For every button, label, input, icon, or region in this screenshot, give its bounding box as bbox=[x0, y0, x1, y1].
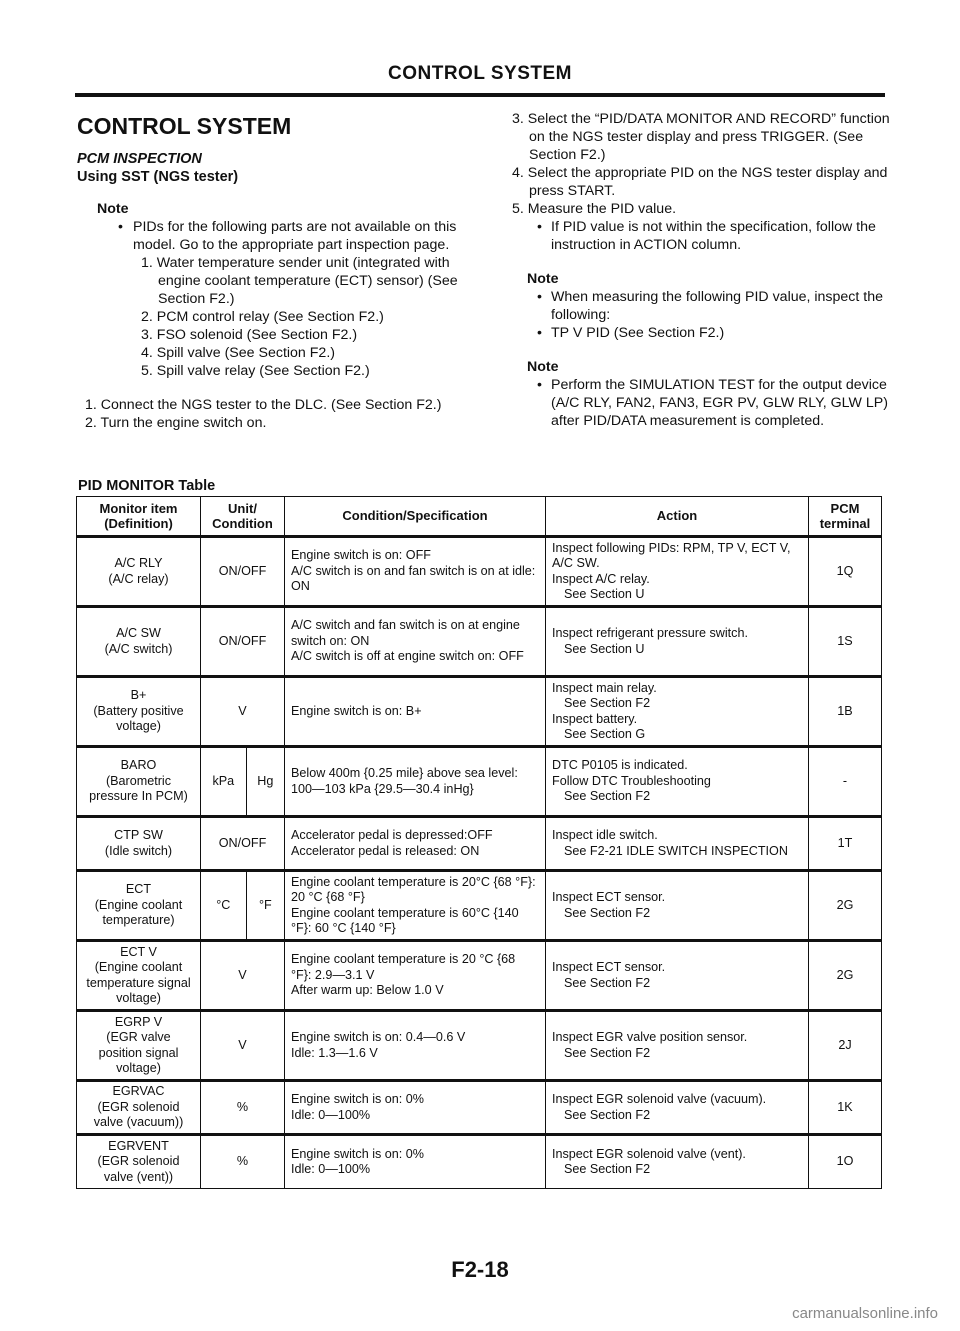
action-cell bbox=[546, 1011, 809, 1081]
specification-cell: Below 400m {0.25 mile} above sea level: 100—103 kPa {29.5—30.4 inHg} bbox=[285, 747, 546, 817]
action-line: See Section U bbox=[564, 587, 645, 601]
specification-cell: Engine switch is on: 0% Idle: 0—100% bbox=[285, 1081, 546, 1135]
monitor-item-cell: EGRVENT (EGR solenoid valve (vent)) bbox=[77, 1135, 201, 1189]
action-line: Inspect battery. bbox=[552, 711, 638, 726]
pcm-terminal-cell: 2G bbox=[809, 871, 882, 941]
action-line: See Section U bbox=[564, 641, 645, 656]
pcm-terminal-cell: - bbox=[809, 747, 882, 817]
pcm-terminal-cell: 1B bbox=[809, 677, 882, 747]
action-line: See Section G bbox=[564, 727, 646, 741]
action-cell bbox=[546, 677, 809, 747]
pcm-terminal-cell: 1K bbox=[809, 1081, 882, 1135]
action-cell bbox=[546, 817, 809, 871]
action-line: See Section F2 bbox=[564, 789, 651, 804]
action-line: See Section F2 bbox=[564, 975, 651, 990]
pcm-terminal-cell: 1Q bbox=[809, 537, 882, 607]
left-column bbox=[77, 112, 477, 432]
monitor-item-cell: A/C SW (A/C switch) bbox=[77, 607, 201, 677]
monitor-item-cell: B+ (Battery positive voltage) bbox=[77, 677, 201, 747]
note-label: Note bbox=[97, 201, 129, 217]
action-line: See Section F2 bbox=[564, 1045, 651, 1060]
unit-cell: °C bbox=[201, 871, 247, 941]
note-item: 5. Spill valve relay (See Section F2.) bbox=[141, 363, 370, 379]
action-line: Inspect refrigerant pressure switch. bbox=[552, 626, 748, 640]
procedure-step: 5. Measure the PID value. bbox=[512, 201, 677, 217]
action-cell bbox=[546, 537, 809, 607]
step-bullet: • If PID value is not within the specification, follow the instruction in ACTION column. bbox=[512, 218, 892, 254]
specification-cell: Engine switch is on: 0% Idle: 0—100% bbox=[285, 1135, 546, 1189]
table-row bbox=[77, 941, 882, 1011]
unit-cell: V bbox=[201, 1011, 285, 1081]
unit-cell: ON/OFF bbox=[201, 607, 285, 677]
note-label: Note bbox=[527, 271, 559, 287]
note-bullet: • PIDs for the following parts are not available on this model. Go to the appropriate part inspection page. bbox=[77, 218, 477, 254]
action-line: See Section F2 bbox=[564, 1162, 651, 1176]
action-line: See Section F2 bbox=[564, 905, 651, 920]
action-line: See Section F2 bbox=[564, 1107, 651, 1122]
action-line: Inspect idle switch. bbox=[552, 828, 658, 842]
pid-monitor-table bbox=[76, 496, 882, 1189]
note-bullet: • Perform the SIMULATION TEST for the output device (A/C RLY, FAN2, FAN3, EGR PV, GLW RLY, GLW LP) after PID/DATA measurement is completed. bbox=[512, 376, 892, 430]
watermark: carmanualsonline.info bbox=[792, 1305, 938, 1322]
pcm-terminal-cell: 1T bbox=[809, 817, 882, 871]
table-title: PID MONITOR Table bbox=[78, 478, 216, 494]
unit-cell: ON/OFF bbox=[201, 537, 285, 607]
page-number: F2-18 bbox=[451, 1257, 509, 1282]
unit-cell: Hg bbox=[246, 747, 284, 817]
procedure-step: 3. Select the “PID/DATA MONITOR AND RECORD” function on the NGS tester display and press TRIGGER. (See Section F2.) bbox=[512, 111, 890, 163]
header-rule bbox=[75, 93, 885, 97]
action-cell bbox=[546, 1135, 809, 1189]
action-line: Inspect main relay. bbox=[552, 680, 657, 695]
action-line: Inspect A/C relay. bbox=[552, 571, 650, 586]
note-label: Note bbox=[527, 359, 559, 375]
table-row bbox=[77, 1081, 882, 1135]
table-row bbox=[77, 1011, 882, 1081]
action-line: Inspect following PIDs: RPM, TP V, ECT V, A/C SW. bbox=[552, 540, 791, 570]
procedure-step: 2. Turn the engine switch on. bbox=[85, 415, 267, 431]
table-row bbox=[77, 677, 882, 747]
procedure-step: 1. Connect the NGS tester to the DLC. (See Section F2.) bbox=[85, 397, 442, 413]
table-row bbox=[77, 747, 882, 817]
unit-cell: kPa bbox=[201, 747, 247, 817]
column-header: PCM terminal bbox=[809, 497, 882, 537]
action-line: Inspect EGR solenoid valve (vent). bbox=[552, 1146, 746, 1161]
action-line: See Section F2 bbox=[564, 696, 651, 710]
action-cell bbox=[546, 941, 809, 1011]
monitor-item-cell: CTP SW (Idle switch) bbox=[77, 817, 201, 871]
note-item: 4. Spill valve (See Section F2.) bbox=[141, 345, 335, 361]
specification-cell: Engine coolant temperature is 20°C {68 °F}: 20 °C {68 °F} Engine coolant temperature is 60°C {140 °F}: 60 °C {140 °F} bbox=[285, 871, 546, 941]
specification-cell: A/C switch and fan switch is on at engine switch on: ON A/C switch is off at engine switch on: OFF bbox=[285, 607, 546, 677]
pcm-terminal-cell: 2G bbox=[809, 941, 882, 1011]
note-item: 1. Water temperature sender unit (integrated with engine coolant temperature (ECT) sensor) (See Section F2.) bbox=[141, 255, 458, 307]
table-row bbox=[77, 537, 882, 607]
specification-cell: Accelerator pedal is depressed:OFF Accelerator pedal is released: ON bbox=[285, 817, 546, 871]
specification-cell: Engine switch is on: 0.4—0.6 V Idle: 1.3—1.6 V bbox=[285, 1011, 546, 1081]
monitor-item-cell: EGRVAC (EGR solenoid valve (vacuum)) bbox=[77, 1081, 201, 1135]
unit-cell: % bbox=[201, 1135, 285, 1189]
monitor-item-cell: A/C RLY (A/C relay) bbox=[77, 537, 201, 607]
action-line: DTC P0105 is indicated. bbox=[552, 758, 688, 773]
column-header: Action bbox=[546, 497, 809, 537]
column-header: Monitor item (Definition) bbox=[77, 497, 201, 537]
action-cell bbox=[546, 1081, 809, 1135]
specification-cell: Engine switch is on: OFF A/C switch is on and fan switch is on at idle: ON bbox=[285, 537, 546, 607]
monitor-item-cell: BARO (Barometric pressure In PCM) bbox=[77, 747, 201, 817]
unit-cell: ON/OFF bbox=[201, 817, 285, 871]
subsection-method: Using SST (NGS tester) bbox=[77, 169, 239, 185]
table-row bbox=[77, 1135, 882, 1189]
action-line: Inspect ECT sensor. bbox=[552, 890, 666, 904]
action-line: Inspect ECT sensor. bbox=[552, 960, 666, 974]
note-item: 3. FSO solenoid (See Section F2.) bbox=[141, 327, 358, 343]
action-cell bbox=[546, 607, 809, 677]
action-line: Follow DTC Troubleshooting bbox=[552, 773, 711, 788]
column-header: Unit/ Condition bbox=[201, 497, 285, 537]
right-column bbox=[512, 110, 892, 430]
subsection-title: PCM INSPECTION bbox=[77, 151, 202, 167]
specification-cell: Engine coolant temperature is 20 °C {68 °F}: 2.9—3.1 V After warm up: Below 1.0 V bbox=[285, 941, 546, 1011]
table-row bbox=[77, 871, 882, 941]
unit-cell: °F bbox=[246, 871, 284, 941]
table-header-row bbox=[77, 497, 882, 537]
unit-cell: V bbox=[201, 941, 285, 1011]
running-header: CONTROL SYSTEM bbox=[388, 63, 572, 84]
procedure-step: 4. Select the appropriate PID on the NGS tester display and press START. bbox=[512, 165, 888, 199]
action-cell bbox=[546, 747, 809, 817]
unit-cell: V bbox=[201, 677, 285, 747]
monitor-item-cell: ECT V (Engine coolant temperature signal voltage) bbox=[77, 941, 201, 1011]
action-line: Inspect EGR solenoid valve (vacuum). bbox=[552, 1092, 767, 1106]
note-bullet: • TP V PID (See Section F2.) bbox=[512, 324, 892, 342]
action-cell bbox=[546, 871, 809, 941]
note-bullet: • When measuring the following PID value, inspect the following: bbox=[512, 288, 892, 324]
specification-cell: Engine switch is on: B+ bbox=[285, 677, 546, 747]
column-header: Condition/Specification bbox=[285, 497, 546, 537]
unit-cell: % bbox=[201, 1081, 285, 1135]
table-row bbox=[77, 607, 882, 677]
pcm-terminal-cell: 2J bbox=[809, 1011, 882, 1081]
monitor-item-cell: EGRP V (EGR valve position signal voltage) bbox=[77, 1011, 201, 1081]
pcm-terminal-cell: 1S bbox=[809, 607, 882, 677]
monitor-item-cell: ECT (Engine coolant temperature) bbox=[77, 871, 201, 941]
note-item: 2. PCM control relay (See Section F2.) bbox=[141, 309, 384, 325]
section-title: CONTROL SYSTEM bbox=[77, 113, 292, 139]
action-line: Inspect EGR valve position sensor. bbox=[552, 1030, 748, 1044]
table-row bbox=[77, 817, 882, 871]
action-line: See F2-21 IDLE SWITCH INSPECTION bbox=[564, 843, 788, 858]
pcm-terminal-cell: 1O bbox=[809, 1135, 882, 1189]
